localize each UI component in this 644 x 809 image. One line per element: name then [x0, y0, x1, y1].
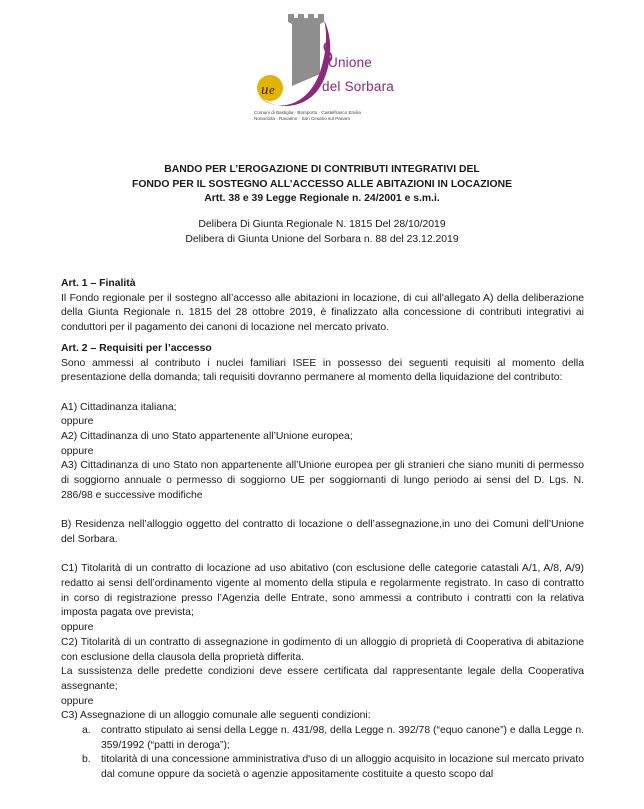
title-line3: Artt. 38 e 39 Legge Regionale n. 24/2001 e s.m.i. — [204, 193, 440, 204]
logo-name-line2: del Sorbara — [322, 79, 394, 94]
oppure-4: oppure — [61, 695, 94, 707]
list-item-text: titolarità di una concessione amministrativa d'uso di un alloggio acquisito in locazione sul mercato privato dal comune oppure da società o agenzie appositamente costituite a questo scopo dal — [101, 754, 584, 781]
logo-municipalities-line2: Nonantola · Ravarino · San Cesario sul Panaro — [254, 116, 351, 121]
unione-del-sorbara-logo — [248, 14, 398, 122]
list-marker: a. — [82, 725, 91, 737]
req-c1: C1) Titolarità di un contratto di locazione ad uso abitativo (con esclusione delle categorie catastali A/1, A/8, A/9) redatto ai sensi dell’ordinamento vigente al momento della stipula e regolarmente registrato. In caso di contratto in corso di registrazione presso l’Agenzia delle Entrate, sono ammessi a contributo i contratti con la relativa imposta pagata ove prevista; — [61, 563, 584, 619]
list-marker: b. — [82, 754, 91, 766]
req-b: B) Residenza nell’alloggio oggetto del contratto di locazione o dell’assegnazione,in uno dei Comuni dell’Unione del Sorbara. — [61, 519, 584, 545]
art1-heading: Art. 1 – Finalità — [61, 278, 136, 289]
title-line2: FONDO PER IL SOSTEGNO ALL’ACCESSO ALLE ABITAZIONI IN LOCAZIONE — [131, 178, 513, 190]
req-a2: A2) Cittadinanza di uno Stato appartenente all’Unione europea; — [61, 431, 353, 443]
document-title — [60, 163, 584, 207]
oppure-3: oppure — [61, 622, 94, 634]
delibera-unione: Delibera di Giunta Unione del Sorbara n. 88 del 23.12.2019 — [185, 233, 459, 245]
list-item — [61, 724, 584, 753]
delibere-block — [60, 218, 584, 247]
list-item-text: contratto stipulato ai sensi della Legge n. 431/98, della Legge n. 392/78 (“equo canone”) e dalla Legge n. 359/1992 (“patti in deroga”); — [101, 725, 584, 751]
req-c2-note: La sussistenza delle predette condizioni deve essere certificata dal rappresentante legale della Cooperativa assegnante; — [61, 666, 584, 692]
oppure-2: oppure — [61, 445, 94, 457]
svg-text:u: u — [261, 82, 269, 98]
req-c3: C3) Assegnazione di un alloggio comunale alle seguenti condizioni: — [61, 710, 371, 722]
list-item — [61, 753, 584, 782]
tower-emblem-icon — [248, 14, 398, 122]
req-c2: C2) Titolarità di un contratto di assegnazione in godimento di un alloggio di proprietà di Cooperativa di abitazione con esclusione della clausola della proprietà differita. — [61, 636, 584, 663]
title-line1: BANDO PER L’EROGAZIONE DI CONTRIBUTI INTEGRATIVI DEL — [164, 164, 480, 175]
art2-heading: Art. 2 – Requisiti per l’accesso — [61, 342, 212, 354]
art2-intro: Sono ammessi al contributo i nuclei familiari ISEE in possesso dei seguenti requisiti al momento della presentazione della domanda; tali requisiti dovranno permanere al momento della liquidazione del contributo: — [61, 357, 584, 384]
c3-conditions-list — [61, 724, 584, 783]
oppure-1: oppure — [61, 416, 94, 428]
logo-municipalities-line1: Comuni di Bastiglia · Bomporto · Castelfranco Emilia — [254, 110, 361, 115]
req-a1: A1) Cittadinanza italiana; — [61, 401, 177, 413]
art1-text: Il Fondo regionale per il sostegno all’accesso alle abitazioni in locazione, di cui all'allegato A) della deliberazione della Giunta Regionale n. 1815 del 28 ottobre 2019, è finalizzato alla concessione di contributi integrativi ai conduttori per il pagamento dei canoni di locazione nel mercato privato. — [61, 292, 584, 334]
svg-text:e: e — [269, 82, 275, 97]
req-a3: A3) Cittadinanza di uno Stato non appartenente all’Unione europea per gli stranieri che siano muniti di permesso di soggiorno annuale o permesso di soggiorno UE per soggiornanti di lungo periodo ai sensi del D. Lgs. N. 286/98 e successive modifiche — [61, 460, 584, 501]
delibera-regionale: Delibera Di Giunta Regionale N. 1815 Del 28/10/2019 — [198, 219, 446, 230]
logo-name-line1: Unione — [328, 55, 372, 70]
document-body — [61, 277, 584, 783]
